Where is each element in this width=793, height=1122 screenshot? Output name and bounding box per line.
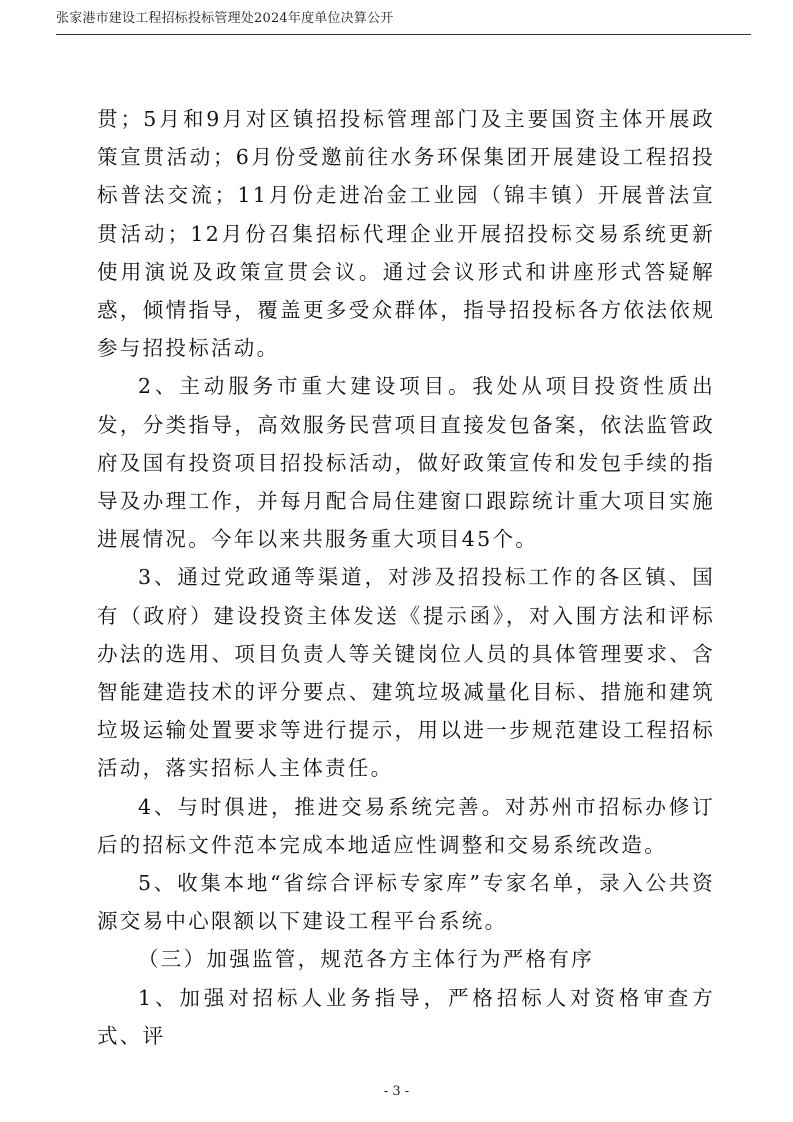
- body-paragraph-2: 2、主动服务市重大建设项目。我处从项目投资性质出发，分类指导，高效服务民营项目直接发包备案，依法监管政府及国有投资项目招投标活动，做好政策宣传和发包手续的指导及办理工作，并每月配合局住建窗口跟踪统计重大项目实施进展情况。今年以来共服务重大项目45个。: [97, 374, 715, 552]
- page-number: - 3 -: [383, 1084, 410, 1099]
- document-header-title: 张家港市建设工程招标投标管理处2024年度单位决算公开: [56, 11, 394, 26]
- header-divider: [56, 34, 751, 35]
- body-paragraph-3: 3、通过党政通等渠道，对涉及招投标工作的各区镇、国有（政府）建设投资主体发送《提示函》，对入围方法和评标办法的选用、项目负责人等关键岗位人员的具体管理要求、含智能建造技术的评分要点、建筑垃圾减量化目标、措施和建筑垃圾运输处置要求等进行提示，用以进一步规范建设工程招标活动，落实招标人主体责任。: [97, 565, 715, 781]
- body-paragraph-6: 1、加强对招标人业务指导，严格招标人对资格审查方式、评: [97, 985, 715, 1048]
- section-heading: （三）加强监管，规范各方主体行为严格有序: [138, 947, 594, 972]
- body-paragraph-1: 贯；5月和9月对区镇招投标管理部门及主要国资主体开展政策宣贯活动；6月份受邀前往水务环保集团开展建设工程招投标普法交流；11月份走进冶金工业园（锦丰镇）开展普法宣贯活动；12月份召集招标代理企业开展招投标交易系统更新使用演说及政策宣贯会议。通过会议形式和讲座形式答疑解惑，倾情指导，覆盖更多受众群体，指导招投标各方依法依规参与招投标活动。: [97, 107, 715, 361]
- body-paragraph-4: 4、与时俱进，推进交易系统完善。对苏州市招标办修订后的招标文件范本完成本地适应性调整和交易系统改造。: [97, 794, 715, 857]
- body-paragraph-5: 5、收集本地“省综合评标专家库”专家名单，录入公共资源交易中心限额以下建设工程平台系统。: [97, 871, 715, 934]
- document-body: [97, 100, 715, 1055]
